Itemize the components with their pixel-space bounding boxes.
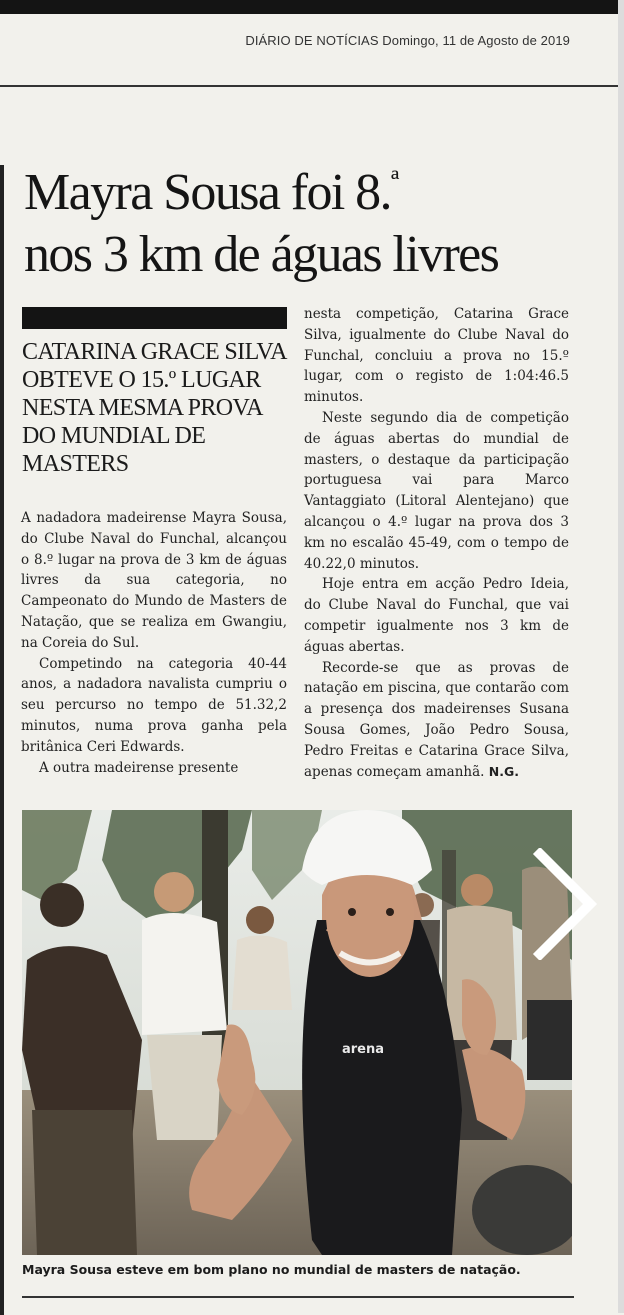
paragraph: Neste segundo dia de competição de águas abertas do mundial de masters, o destaque da participação portuguesa vai para Marco Vantaggiato (Litoral Alentejano) que alcançou o 4.º lugar na prova dos 3 km no escalão 45-49, com o tempo de 40.22,0 minutos. xyxy=(304,409,569,572)
swimsuit-logo: arena xyxy=(342,1042,385,1057)
paragraph: nesta competição, Catarina Grace Silva, igualmente do Clube Naval do Funchal, concluiu a prova no 15.º lugar, com o registo de 1:04:46.5 minutos. xyxy=(304,306,569,406)
headline-line-2: nos 3 km de águas livres xyxy=(24,226,499,283)
deck-bar xyxy=(22,307,287,329)
article-column-left xyxy=(21,508,287,778)
paragraph-text: Recorde-se que as provas de natação em piscina, que contarão com a presença dos madeirenses Susana Sousa Gomes, João Pedro Sousa, Pedro Freitas e Catarina Grace Silva, apenas começam amanhã. xyxy=(304,659,569,780)
header-rule xyxy=(0,85,618,87)
article-column-right xyxy=(304,304,569,782)
author-signature: N.G. xyxy=(488,763,519,779)
dateline: DIÁRIO DE NOTÍCIAS Domingo, 11 de Agosto de 2019 xyxy=(245,33,570,48)
paragraph: A outra madeirense presente xyxy=(39,759,239,776)
headline xyxy=(24,162,584,286)
photo-caption: Mayra Sousa esteve em bom plano no mundial de masters de natação. xyxy=(22,1262,521,1277)
next-photo-button[interactable] xyxy=(528,848,604,960)
paragraph: Competindo na categoria 40-44 anos, a nadadora navalista cumpriu o seu percurso no tempo de 51.32,2 minutos, numa prova ganha pela britânica Ceri Edwards. xyxy=(21,655,287,755)
deck: CATARINA GRACE SILVA OBTEVE O 15.º LUGAR NESTA MESMA PROVA DO MUNDIAL DE MASTERS xyxy=(22,339,286,477)
footer-rule xyxy=(22,1296,574,1298)
paragraph: Hoje entra em acção Pedro Ideia, do Clube Naval do Funchal, que vai competir igualmente nos 3 km de águas abertas. xyxy=(304,576,569,655)
top-black-bar xyxy=(0,0,618,14)
article-photo xyxy=(22,810,572,1255)
column-left-rule xyxy=(0,165,4,1315)
headline-line-1: Mayra Sousa foi 8. xyxy=(24,164,391,221)
paragraph: A nadadora madeirense Mayra Sousa, do Clube Naval do Funchal, alcançou o 8.º lugar na prova de 3 km de águas livres da sua categoria, no Campeonato do Mundo de Masters de Natação, que se realiza em Gwangiu, na Coreia do Sul. xyxy=(21,510,287,651)
page-edge xyxy=(618,0,624,1313)
chevron-right-icon xyxy=(528,848,604,960)
paragraph-last xyxy=(304,658,569,783)
headline-superscript: ª xyxy=(390,165,398,198)
